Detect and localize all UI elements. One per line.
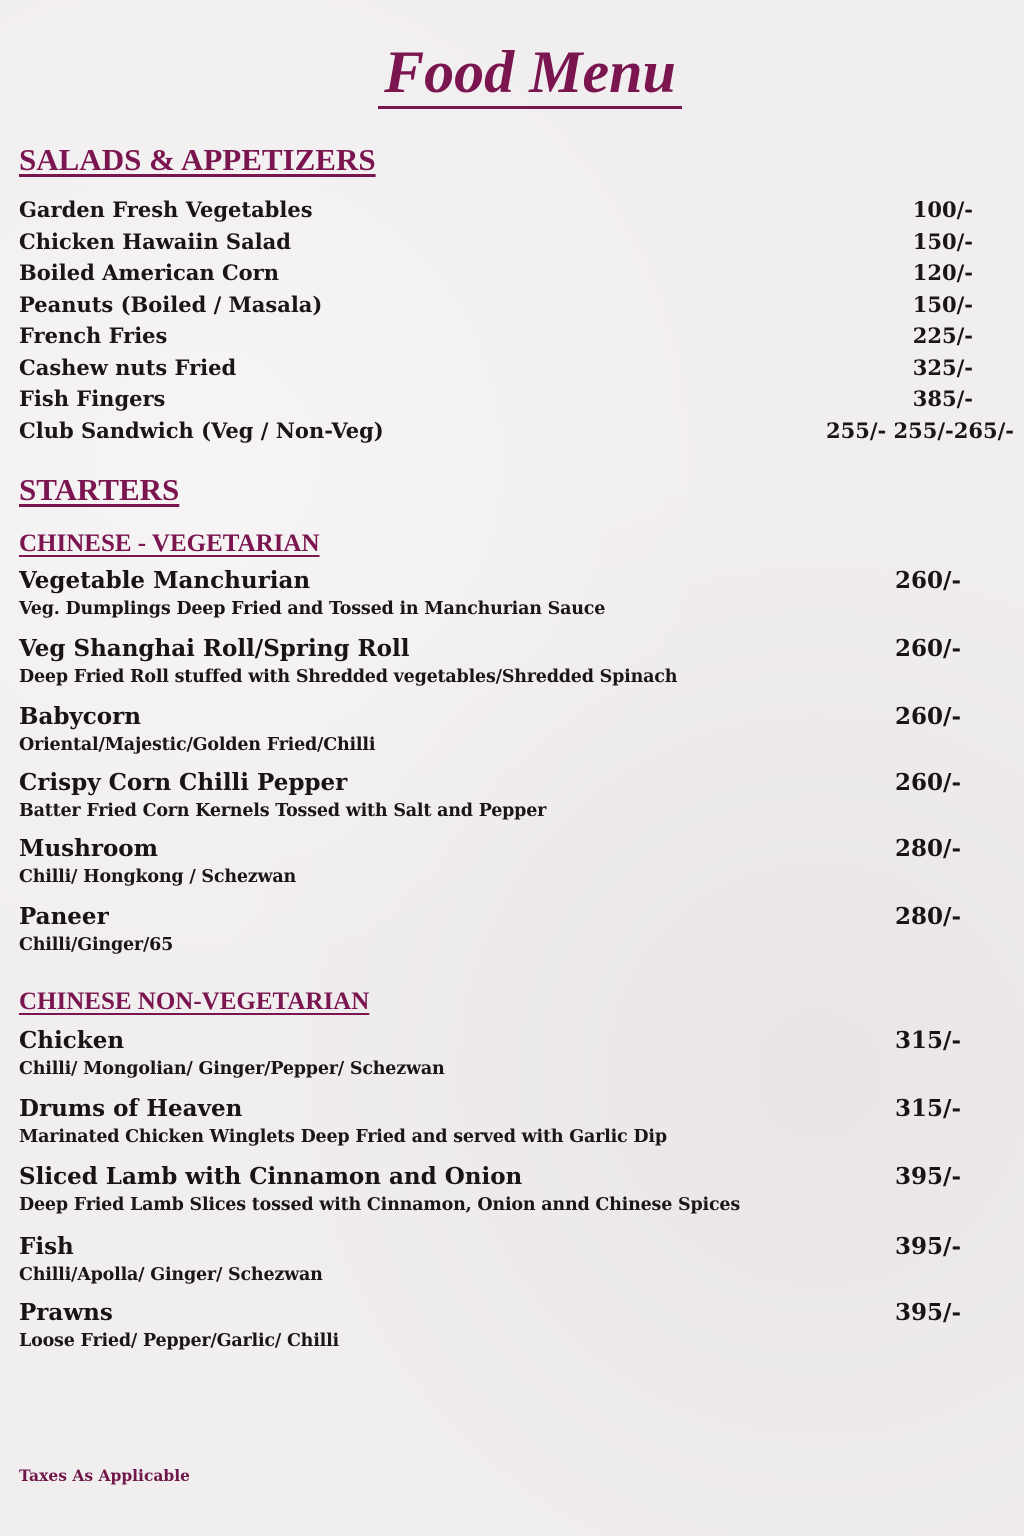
nonveg-subheading: CHINESE NON-VEGETARIAN (19, 988, 370, 1015)
item-price: 120/- (912, 260, 973, 285)
item-price: 260/- (895, 635, 961, 662)
item-name: Babycorn (19, 703, 141, 730)
starters-heading: STARTERS (19, 472, 180, 507)
veg-subheading: CHINESE - VEGETARIAN (19, 530, 320, 557)
item-price: 395/- (895, 1233, 961, 1260)
item-price: 395/- (895, 1163, 961, 1190)
menu-item (19, 1298, 1019, 1354)
item-name: Boiled American Corn (19, 260, 280, 285)
item-price: 150/- (912, 228, 973, 254)
item-name: Vegetable Manchurian (19, 567, 311, 594)
item-price: 260/- (895, 769, 961, 796)
item-description: Loose Fried/ Pepper/Garlic/ Chilli (19, 1331, 339, 1351)
menu-item (19, 566, 1019, 622)
menu-row (19, 289, 1019, 321)
item-price: 255/- 255/-265/- (826, 417, 1014, 443)
menu-title (0, 40, 1024, 120)
menu-item (19, 1094, 1019, 1150)
item-name: Peanuts (Boiled / Masala) (19, 291, 323, 317)
item-description: Chilli/ Mongolian/ Ginger/Pepper/ Schezwan (19, 1059, 445, 1079)
salads-heading: SALADS & APPETIZERS (19, 142, 376, 177)
taxes-note: Taxes As Applicable (19, 1466, 191, 1485)
menu-item (19, 834, 1019, 890)
item-description: Deep Fried Lamb Slices tossed with Cinnamon, Onion annd Chinese Spices (19, 1195, 740, 1215)
item-description: Deep Fried Roll stuffed with Shredded vegetables/Shredded Spinach (19, 667, 678, 687)
item-name: Crispy Corn Chilli Pepper (19, 769, 348, 796)
menu-title-text: Food Menu (378, 40, 682, 109)
item-name: Fish (19, 1233, 74, 1260)
item-price: 315/- (895, 1095, 961, 1122)
item-description: Chilli/Ginger/65 (19, 935, 174, 955)
menu-row (19, 320, 1019, 352)
item-price: 100/- (912, 197, 973, 222)
item-name: Mushroom (19, 835, 158, 862)
menu-row (19, 383, 1019, 415)
item-description: Oriental/Majestic/Golden Fried/Chilli (19, 735, 376, 755)
menu-item (19, 1232, 1019, 1288)
item-name: Fish Fingers (19, 386, 166, 411)
item-name: Garden Fresh Vegetables (19, 197, 313, 222)
menu-item (19, 1162, 1019, 1218)
item-name: Chicken (19, 1027, 125, 1054)
item-description: Chilli/ Hongkong / Schezwan (19, 867, 297, 887)
menu-item (19, 1026, 1019, 1082)
item-name: Chicken Hawaiin Salad (19, 228, 291, 254)
item-name: Cashew nuts Fried (19, 354, 237, 380)
item-price: 260/- (895, 567, 961, 594)
item-name: Paneer (19, 903, 109, 930)
item-price: 225/- (912, 323, 973, 348)
item-description: Chilli/Apolla/ Ginger/ Schezwan (19, 1265, 323, 1285)
item-name: Veg Shanghai Roll/Spring Roll (19, 635, 410, 662)
item-name: Drums of Heaven (19, 1095, 243, 1122)
item-description: Veg. Dumplings Deep Fried and Tossed in Manchurian Sauce (19, 599, 606, 619)
item-price: 395/- (895, 1299, 961, 1326)
menu-row (19, 257, 1019, 289)
menu-row (19, 226, 1019, 258)
salads-list (19, 194, 1019, 446)
item-price: 150/- (912, 291, 973, 317)
item-name: Club Sandwich (Veg / Non-Veg) (19, 417, 384, 443)
item-price: 385/- (912, 386, 973, 411)
menu-item (19, 902, 1019, 958)
menu-row (19, 352, 1019, 384)
menu-item (19, 634, 1019, 690)
item-description: Marinated Chicken Winglets Deep Fried and served with Garlic Dip (19, 1127, 667, 1147)
item-name: French Fries (19, 323, 168, 348)
item-description: Batter Fried Corn Kernels Tossed with Salt and Pepper (19, 801, 547, 821)
item-price: 260/- (895, 703, 961, 730)
item-price: 325/- (912, 354, 973, 380)
menu-row (19, 415, 1019, 447)
item-price: 315/- (895, 1027, 961, 1054)
item-price: 280/- (895, 903, 961, 930)
menu-row (19, 194, 1019, 226)
menu-item (19, 702, 1019, 758)
item-name: Sliced Lamb with Cinnamon and Onion (19, 1163, 523, 1190)
menu-item (19, 768, 1019, 824)
item-price: 280/- (895, 835, 961, 862)
item-name: Prawns (19, 1299, 113, 1326)
